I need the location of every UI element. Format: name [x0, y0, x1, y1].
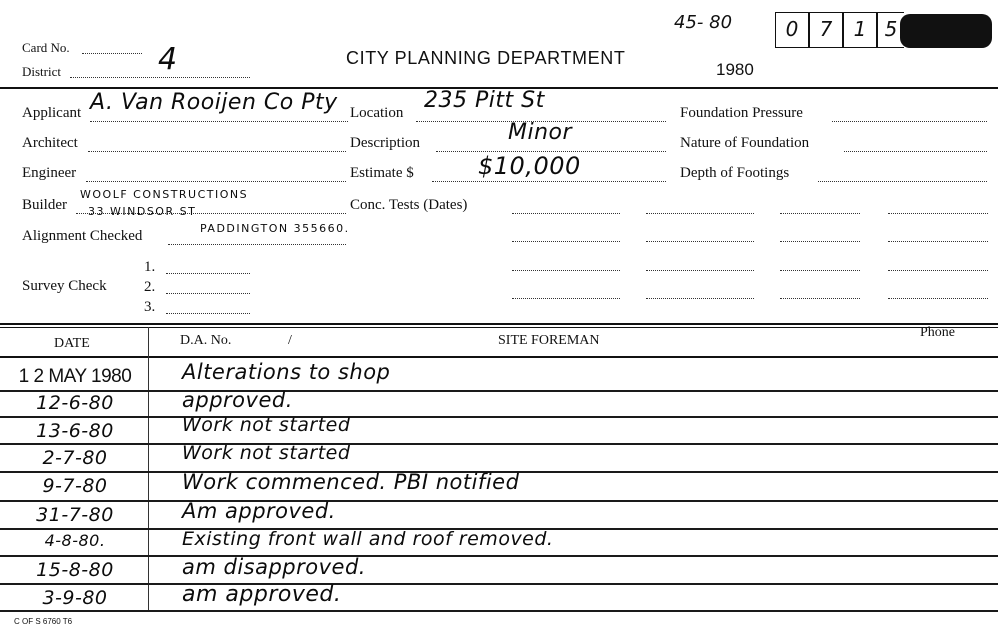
table-row-date: 1 2 MAY 1980 [18, 366, 132, 387]
table-row-date: 9-7-80 [42, 475, 108, 497]
table-row-entry: Alterations to shop [182, 360, 391, 384]
table-row-date: 13-6-80 [36, 420, 114, 442]
card-digit-box: 7 [809, 12, 843, 48]
table-row-entry: approved. [182, 388, 293, 412]
engineer-label: Engineer [22, 165, 77, 181]
conc-tests-line [646, 241, 754, 242]
da-header: D.A. No. [180, 333, 232, 348]
foundation-pressure-label: Foundation Pressure [680, 105, 803, 121]
alignment-line [168, 244, 346, 245]
table-row-rule [0, 443, 998, 445]
table-row-date: 12-6-80 [36, 392, 114, 414]
applicant-value: A. Van Rooijen Co Pty [90, 90, 338, 115]
depth-footings-line [818, 181, 987, 182]
date-column-divider [148, 327, 149, 610]
location-value: 235 Pitt St [424, 88, 545, 113]
location-label: Location [350, 105, 404, 121]
table-row-entry: am approved. [182, 582, 342, 607]
conc-tests-line [888, 270, 988, 271]
foundation-pressure-line [832, 121, 987, 122]
conc-tests-line [888, 241, 988, 242]
card-digit-box: 5 [877, 12, 904, 48]
table-row-rule [0, 416, 998, 418]
table-row-entry: Am approved. [182, 499, 336, 523]
table-row-entry: Work commenced. PBI notified [182, 470, 520, 494]
table-row-date: 15-8-80 [36, 559, 114, 581]
card-code: 45- 80 [674, 12, 733, 33]
table-row-date: 2-7-80 [42, 447, 108, 469]
builder-line3: PADDINGTON 355660. [200, 222, 350, 235]
table-top-rule [0, 327, 998, 328]
description-label: Description [350, 135, 420, 151]
card-no-label: Card No. [22, 40, 70, 55]
estimate-value: $10,000 [478, 152, 581, 180]
foreman-header: SITE FOREMAN [498, 333, 600, 348]
table-row-date: 4-8-80. [44, 531, 106, 550]
conc-tests-line [646, 213, 754, 214]
conc-tests-line [512, 241, 620, 242]
district-line [70, 77, 250, 78]
da-slash: / [288, 333, 292, 348]
alignment-label: Alignment Checked [22, 228, 143, 244]
description-value: Minor [508, 120, 573, 145]
district-value: 4 [158, 42, 178, 77]
form-code: C OF S 6760 T6 [14, 617, 73, 626]
table-row-rule [0, 555, 998, 557]
conc-tests-line [888, 298, 988, 299]
builder-line2: 33 WINDSOR ST [88, 205, 197, 218]
table-row-date: 3-9-80 [42, 587, 108, 609]
table-row-entry: Work not started [182, 442, 351, 464]
architect-line [88, 151, 346, 152]
card-digit-box: 0 [775, 12, 809, 48]
table-row-date: 31-7-80 [36, 504, 114, 526]
year-label: 1980 [716, 60, 754, 79]
survey-line [166, 313, 250, 314]
table-row-entry: Existing front wall and roof removed. [182, 528, 554, 550]
district-label: District [22, 64, 61, 79]
table-top-rule [0, 323, 998, 325]
architect-label: Architect [22, 135, 78, 151]
conc-tests-line [780, 298, 860, 299]
conc-tests-line [512, 298, 620, 299]
card-digit-box: 1 [843, 12, 877, 48]
applicant-line [90, 121, 348, 122]
conc-tests-line [646, 270, 754, 271]
date-header: DATE [54, 336, 90, 351]
conc-tests-line [646, 298, 754, 299]
redaction-mark [900, 14, 992, 48]
conc-tests-label: Conc. Tests (Dates) [350, 197, 468, 213]
builder-label: Builder [22, 197, 67, 213]
survey-check-label: Survey Check [22, 278, 107, 294]
survey-num: 3. [144, 299, 156, 315]
estimate-line [432, 181, 666, 182]
page-title: CITY PLANNING DEPARTMENT [346, 48, 626, 68]
engineer-line [86, 181, 346, 182]
table-row-rule [0, 500, 998, 502]
survey-num: 1. [144, 259, 156, 275]
conc-tests-line [780, 213, 860, 214]
nature-foundation-line [844, 151, 987, 152]
conc-tests-line [512, 213, 620, 214]
survey-num: 2. [144, 279, 156, 295]
card-no-line [82, 53, 142, 54]
table-row-rule [0, 390, 998, 392]
table-row-entry: am disapproved. [182, 555, 366, 579]
conc-tests-line [780, 241, 860, 242]
table-row-rule [0, 583, 998, 585]
phone-header: Phone [920, 325, 955, 340]
table-row-rule [0, 610, 998, 612]
estimate-label: Estimate $ [350, 165, 414, 181]
table-row-entry: Work not started [182, 414, 351, 436]
builder-line1: WOOLF CONSTRUCTIONS [80, 188, 249, 201]
depth-footings-label: Depth of Footings [680, 165, 790, 181]
conc-tests-line [780, 270, 860, 271]
conc-tests-line [888, 213, 988, 214]
table-header-rule [0, 356, 998, 358]
survey-line [166, 273, 250, 274]
nature-foundation-label: Nature of Foundation [680, 135, 810, 151]
survey-line [166, 293, 250, 294]
applicant-label: Applicant [22, 105, 82, 121]
conc-tests-line [512, 270, 620, 271]
